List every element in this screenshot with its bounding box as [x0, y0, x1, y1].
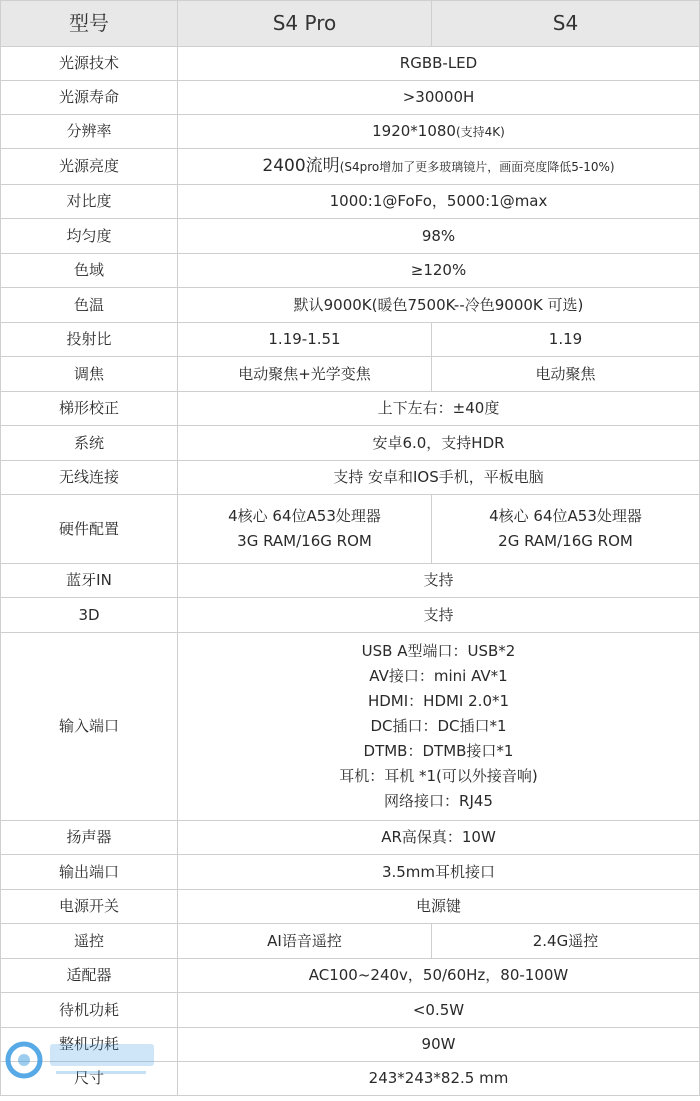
header-s4: S4: [432, 1, 700, 47]
row-value: AR高保真：10W: [178, 821, 700, 855]
table-row: [1, 254, 700, 288]
row-value: [178, 115, 700, 149]
row-label: 均匀度: [1, 219, 178, 254]
input-port-line: AV接口：mini AV*1: [369, 667, 508, 685]
table-row: [1, 426, 700, 461]
row-value: 243*243*82.5 mm: [178, 1062, 700, 1096]
table-row: [1, 288, 700, 323]
row-value-s4: [432, 495, 700, 564]
row-value: [178, 149, 700, 185]
row-label: 尺寸: [1, 1062, 178, 1096]
row-value-s4pro: 电动聚焦+光学变焦: [178, 357, 432, 392]
table-row: [1, 149, 700, 185]
brightness-note: (S4pro增加了更多玻璃镜片，画面亮度降低5-10%): [339, 159, 615, 174]
input-port-line: USB A型端口：USB*2: [361, 642, 516, 660]
table-row: [1, 81, 700, 115]
table-row: [1, 1062, 700, 1096]
input-port-line: HDMI：HDMI 2.0*1: [367, 692, 510, 710]
row-value: 默认9000K(暖色7500K--冷色9000K 可选): [178, 288, 700, 323]
row-label: 适配器: [1, 959, 178, 993]
row-value: >30000H: [178, 81, 700, 115]
table-row: [1, 461, 700, 495]
input-port-line: DTMB：DTMB接口*1: [363, 742, 514, 760]
hardware-std-memory: 2G RAM/16G ROM: [498, 532, 633, 550]
row-label: 光源亮度: [1, 149, 178, 185]
row-value: AC100~240v，50/60Hz，80-100W: [178, 959, 700, 993]
row-label: 梯形校正: [1, 392, 178, 426]
table-row: [1, 47, 700, 81]
table-row: [1, 598, 700, 633]
hardware-pro-memory: 3G RAM/16G ROM: [237, 532, 372, 550]
row-value-s4pro: 1.19-1.51: [178, 323, 432, 357]
table-row: [1, 993, 700, 1028]
row-label: 遥控: [1, 924, 178, 959]
row-value: 90W: [178, 1028, 700, 1062]
row-value: RGBB-LED: [178, 47, 700, 81]
table-row: [1, 855, 700, 890]
row-value: 支持: [178, 598, 700, 633]
row-label: 待机功耗: [1, 993, 178, 1028]
row-value: 支持 安卓和IOS手机，平板电脑: [178, 461, 700, 495]
row-label: 系统: [1, 426, 178, 461]
input-port-line: DC插口：DC插口*1: [370, 717, 507, 735]
row-label: 电源开关: [1, 890, 178, 924]
table-row: [1, 115, 700, 149]
row-label: 输出端口: [1, 855, 178, 890]
table-row: [1, 633, 700, 821]
table-row: [1, 219, 700, 254]
brightness-value: 2400流明: [262, 155, 340, 176]
table-row: [1, 357, 700, 392]
row-value: [178, 633, 700, 821]
header-s4pro: S4 Pro: [178, 1, 432, 47]
input-port-line: 网络接口：RJ45: [384, 792, 493, 810]
row-label: 对比度: [1, 185, 178, 219]
hardware-pro-cpu: 4核心 64位A53处理器: [228, 507, 381, 525]
row-label: 光源寿命: [1, 81, 178, 115]
row-label: 硬件配置: [1, 495, 178, 564]
row-value-s4pro: [178, 495, 432, 564]
row-label: 输入端口: [1, 633, 178, 821]
row-value: 安卓6.0，支持HDR: [178, 426, 700, 461]
row-value: 电源键: [178, 890, 700, 924]
table-row: [1, 1028, 700, 1062]
row-label: 投射比: [1, 323, 178, 357]
row-value: <0.5W: [178, 993, 700, 1028]
row-label: 蓝牙IN: [1, 564, 178, 598]
row-value: 1000:1@FoFo，5000:1@max: [178, 185, 700, 219]
table-row: [1, 185, 700, 219]
row-value: 上下左右：±40度: [178, 392, 700, 426]
row-value-s4pro: AI语音遥控: [178, 924, 432, 959]
row-label: 色域: [1, 254, 178, 288]
input-port-line: 耳机：耳机 *1(可以外接音响): [339, 767, 538, 785]
table-row: [1, 924, 700, 959]
table-row: [1, 392, 700, 426]
header-row: [1, 1, 700, 47]
table-row: [1, 959, 700, 993]
row-value: 3.5mm耳机接口: [178, 855, 700, 890]
row-label: 扬声器: [1, 821, 178, 855]
row-value: 支持: [178, 564, 700, 598]
row-value: ≥120%: [178, 254, 700, 288]
table-row: [1, 821, 700, 855]
row-value-s4: 1.19: [432, 323, 700, 357]
row-value: 98%: [178, 219, 700, 254]
row-label: 3D: [1, 598, 178, 633]
row-label: 调焦: [1, 357, 178, 392]
row-value-s4: 2.4G遥控: [432, 924, 700, 959]
row-label: 光源技术: [1, 47, 178, 81]
row-label: 整机功耗: [1, 1028, 178, 1062]
row-label: 无线连接: [1, 461, 178, 495]
row-label: 色温: [1, 288, 178, 323]
header-model: 型号: [1, 1, 178, 47]
row-label: 分辨率: [1, 115, 178, 149]
resolution-note: (支持4K): [455, 124, 505, 139]
row-value-s4: 电动聚焦: [432, 357, 700, 392]
table-row: [1, 323, 700, 357]
table-row: [1, 495, 700, 564]
hardware-std-cpu: 4核心 64位A53处理器: [489, 507, 642, 525]
resolution-value: 1920*1080: [372, 121, 456, 140]
table-row: [1, 890, 700, 924]
table-row: [1, 564, 700, 598]
